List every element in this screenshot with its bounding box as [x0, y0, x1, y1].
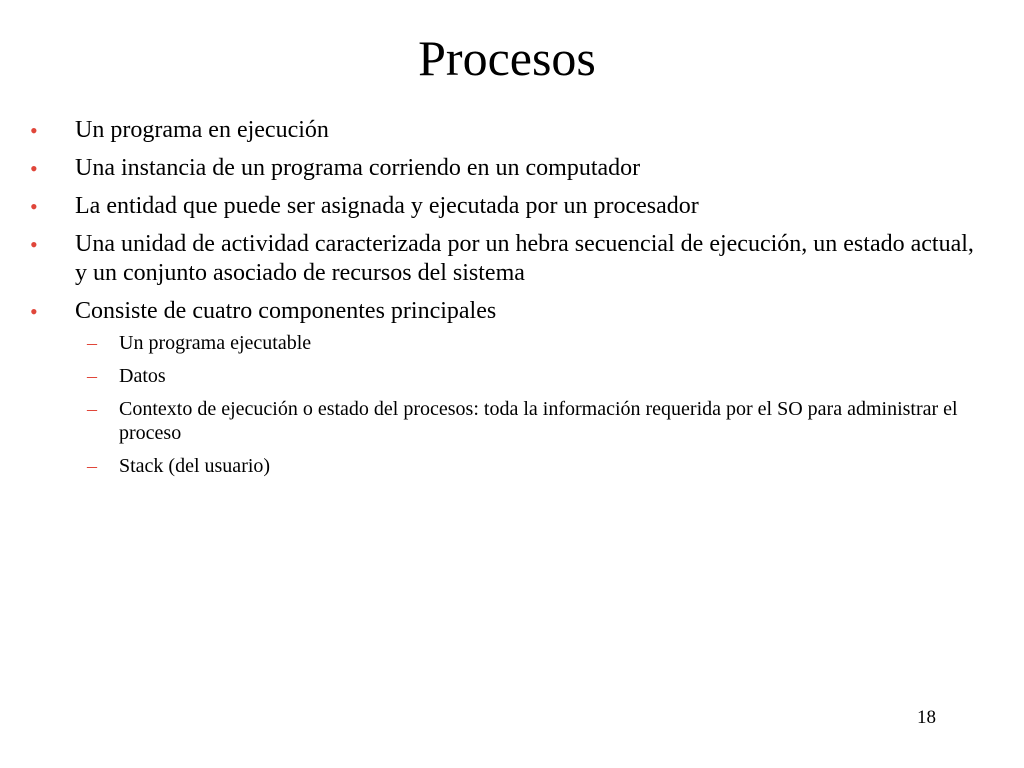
- slide-title: Procesos: [418, 30, 596, 86]
- bullet-item: [30, 116, 990, 145]
- bullet-marker: •: [30, 299, 38, 324]
- sub-bullet-text: Un programa ejecutable: [119, 332, 312, 354]
- sub-bullet-item: [75, 454, 990, 478]
- sub-bullet-item: [75, 397, 990, 445]
- sub-bullet-marker: –: [87, 365, 97, 387]
- bullet-text: Una unidad de actividad caracterizada por un hebra secuencial de ejecución, un estado actual, y un conjunto asociado de recursos del sistema: [75, 231, 974, 286]
- bullet-text: Una instancia de un programa corriendo en un computador: [75, 155, 641, 181]
- bullet-text: La entidad que puede ser asignada y ejecutada por un procesador: [75, 193, 699, 219]
- sub-bullet-list: [75, 331, 990, 478]
- bullet-text: Consiste de cuatro componentes principales: [75, 298, 497, 324]
- sub-bullet-marker: –: [87, 455, 97, 477]
- bullet-item: [30, 154, 990, 183]
- sub-bullet-item: [75, 331, 990, 355]
- bullet-list: [30, 116, 990, 487]
- sub-bullet-text: Contexto de ejecución o estado del procesos: toda la información requerida por el SO para administrar el proceso: [119, 398, 958, 444]
- bullet-marker: •: [30, 232, 38, 257]
- sub-bullet-marker: –: [87, 332, 97, 354]
- bullet-marker: •: [30, 194, 38, 219]
- bullet-marker: •: [30, 156, 38, 181]
- bullet-item: [30, 230, 990, 288]
- sub-bullet-item: [75, 364, 990, 388]
- bullet-text: Un programa en ejecución: [75, 117, 329, 143]
- bullet-item: [30, 297, 990, 478]
- sub-bullet-text: Stack (del usuario): [119, 455, 271, 477]
- page-number: 18: [917, 707, 936, 728]
- bullet-marker: •: [30, 118, 38, 143]
- sub-bullet-marker: –: [87, 398, 97, 420]
- bullet-item: [30, 192, 990, 221]
- sub-bullet-text: Datos: [119, 365, 166, 387]
